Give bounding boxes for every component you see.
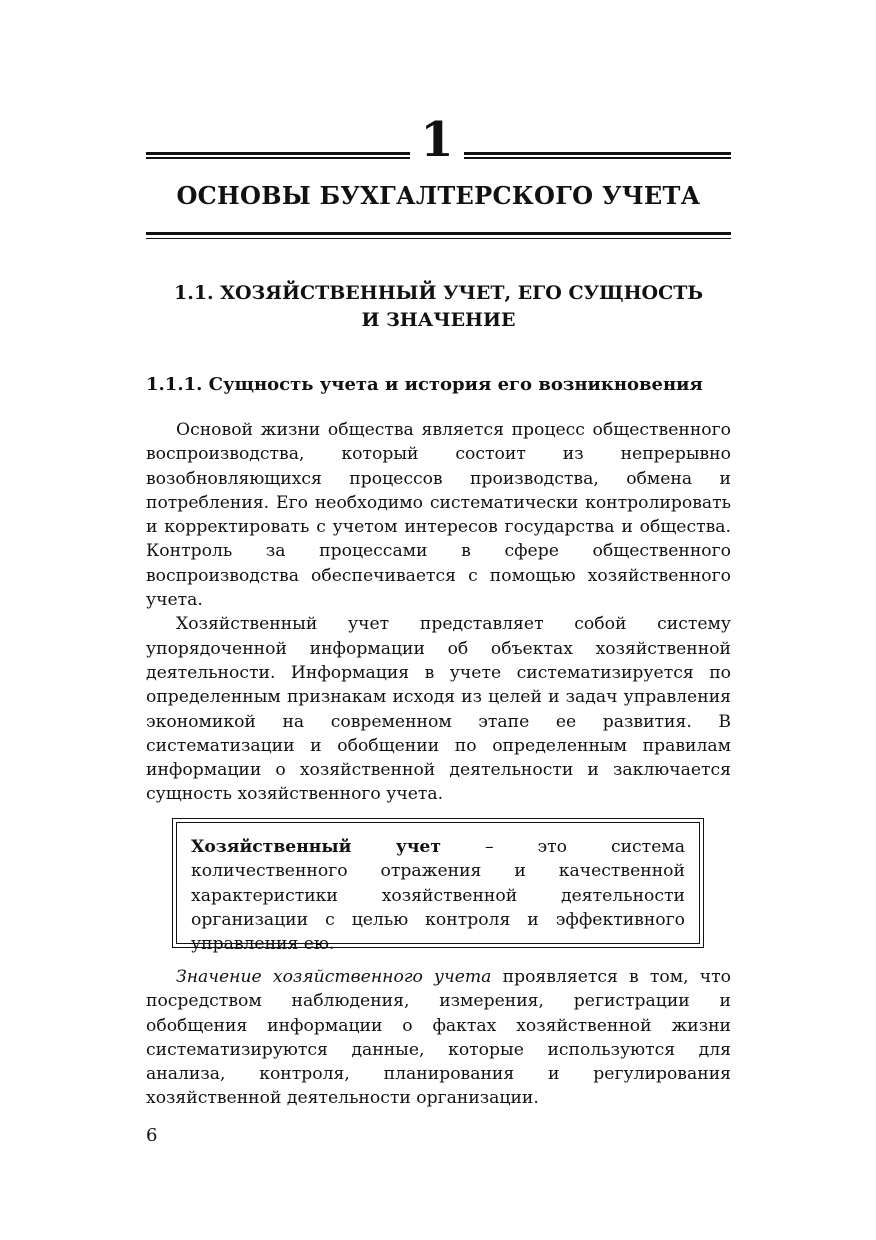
body-text-block <box>146 418 731 807</box>
subsection-title: 1.1.1. Сущность учета и история его возникновения <box>146 374 703 395</box>
section-title-line2: И ЗНАЧЕНИЕ <box>361 309 516 331</box>
section-title-line1: 1.1. ХОЗЯЙСТВЕННЫЙ УЧЕТ, ЕГО СУЩНОСТЬ <box>173 282 704 304</box>
chapter-rule-bottom <box>146 232 731 239</box>
closing-paragraph <box>146 965 731 1111</box>
chapter-rule-right <box>464 152 731 159</box>
paragraph: Основой жизни общества является процесс общественного воспроизводства, который состоит из непрерывно возобновляющихся процессов производства, обмена и потребления. Его необходимо систематически контролировать и корректировать с учетом интересов государства и общества. Контроль за процессами в сфере общественного воспроизводства обеспечивается с помощью хозяйственного учета. <box>146 420 731 611</box>
paragraph: Хозяйственный учет представляет собой систему упорядоченной информации об объектах хозяйственной деятельности. Информация в учете систематизируется по определенным признакам исходя из целей и задач управления экономикой на современном этапе ее развития. В систематизации и обобщении по определенным правилам информации о хозяйственной деятельности и заключается сущность хозяйственного учета. <box>146 614 731 805</box>
closing-text: проявляется в том, что посредством наблюдения, измерения, регистрации и обобщения информации о фактах хозяйственной жизни систематизируются данные, которые используются для анализа, контроля, планирования и регулирования хозяйственной деятельности организации. <box>146 967 731 1109</box>
chapter-number: 1 <box>420 112 454 168</box>
chapter-title: ОСНОВЫ БУХГАЛТЕРСКОГО УЧЕТА <box>176 181 701 210</box>
chapter-rule-left <box>146 152 410 159</box>
definition-text: – это система количественного отражения и качественной характеристики хозяйственной деятельности организации с целью контроля и эффективного управления ею. <box>191 837 685 955</box>
closing-emphasis: Значение хозяйственного учета <box>176 967 492 987</box>
definition-term: Хозяйственный учет <box>191 837 441 857</box>
chapter-header <box>146 112 731 172</box>
closing-text-block <box>146 965 731 1111</box>
definition-box-inner <box>176 822 700 955</box>
definition-box <box>172 818 704 955</box>
section-title <box>146 280 731 334</box>
page-number: 6 <box>146 1125 158 1146</box>
